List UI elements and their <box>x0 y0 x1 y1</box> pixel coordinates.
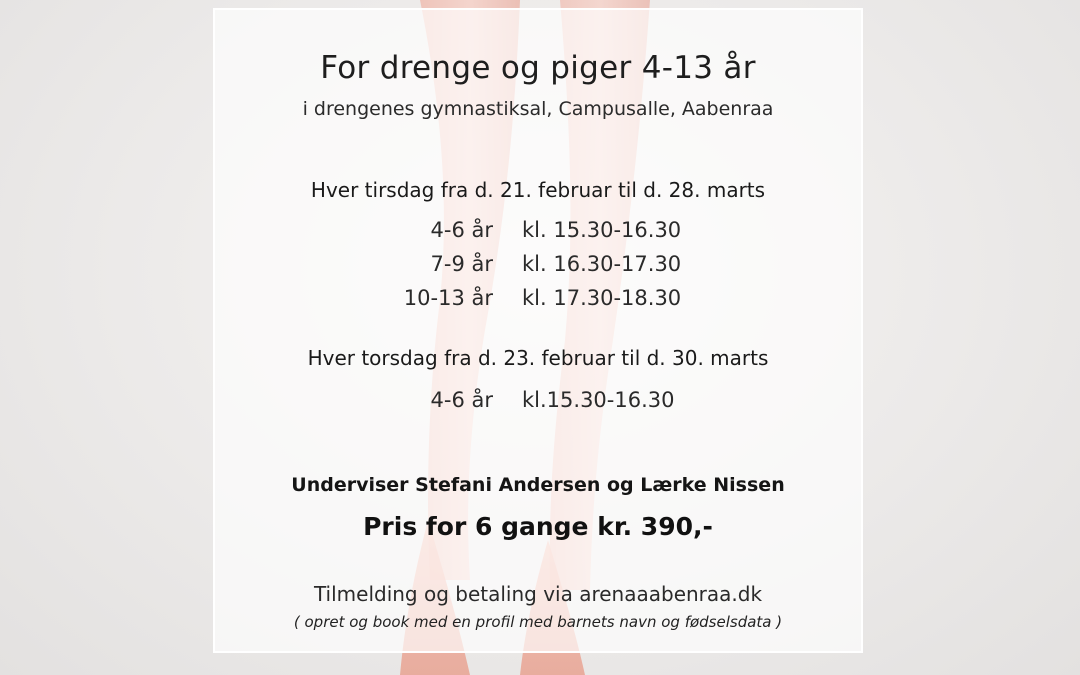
time-slot: kl.15.30-16.30 <box>522 388 675 412</box>
time-slot: kl. 16.30-17.30 <box>522 252 682 276</box>
signup-note: ( opret og book med en profil med barnets navn og fødselsdata ) <box>293 613 783 631</box>
age-group: 10-13 år <box>403 286 493 310</box>
age-group: 4-6 år <box>430 388 493 412</box>
thursday-heading: Hver torsdag fra d. 23. februar til d. 30. marts <box>307 346 769 370</box>
tuesday-schedule <box>215 218 861 320</box>
schedule-row <box>215 388 861 422</box>
schedule-row <box>215 286 861 320</box>
signup-line: Tilmelding og betaling via arenaaabenraa.dk <box>313 582 763 606</box>
schedule-row <box>215 218 861 252</box>
time-slot: kl. 15.30-16.30 <box>522 218 682 242</box>
thursday-schedule <box>215 388 861 422</box>
age-group: 4-6 år <box>430 218 493 242</box>
location-subtitle: i drengenes gymnastiksal, Campusalle, Aabenraa <box>302 98 774 120</box>
time-slot: kl. 17.30-18.30 <box>522 286 682 310</box>
teacher-line: Underviser Stefani Andersen og Lærke Nissen <box>291 474 785 496</box>
price-line: Pris for 6 gange kr. 390,- <box>363 512 713 541</box>
info-panel <box>213 8 863 653</box>
age-group: 7-9 år <box>430 252 493 276</box>
page-title: For drenge og piger 4-13 år <box>320 50 756 86</box>
schedule-row <box>215 252 861 286</box>
tuesday-heading: Hver tirsdag fra d. 21. februar til d. 28. marts <box>310 178 766 202</box>
